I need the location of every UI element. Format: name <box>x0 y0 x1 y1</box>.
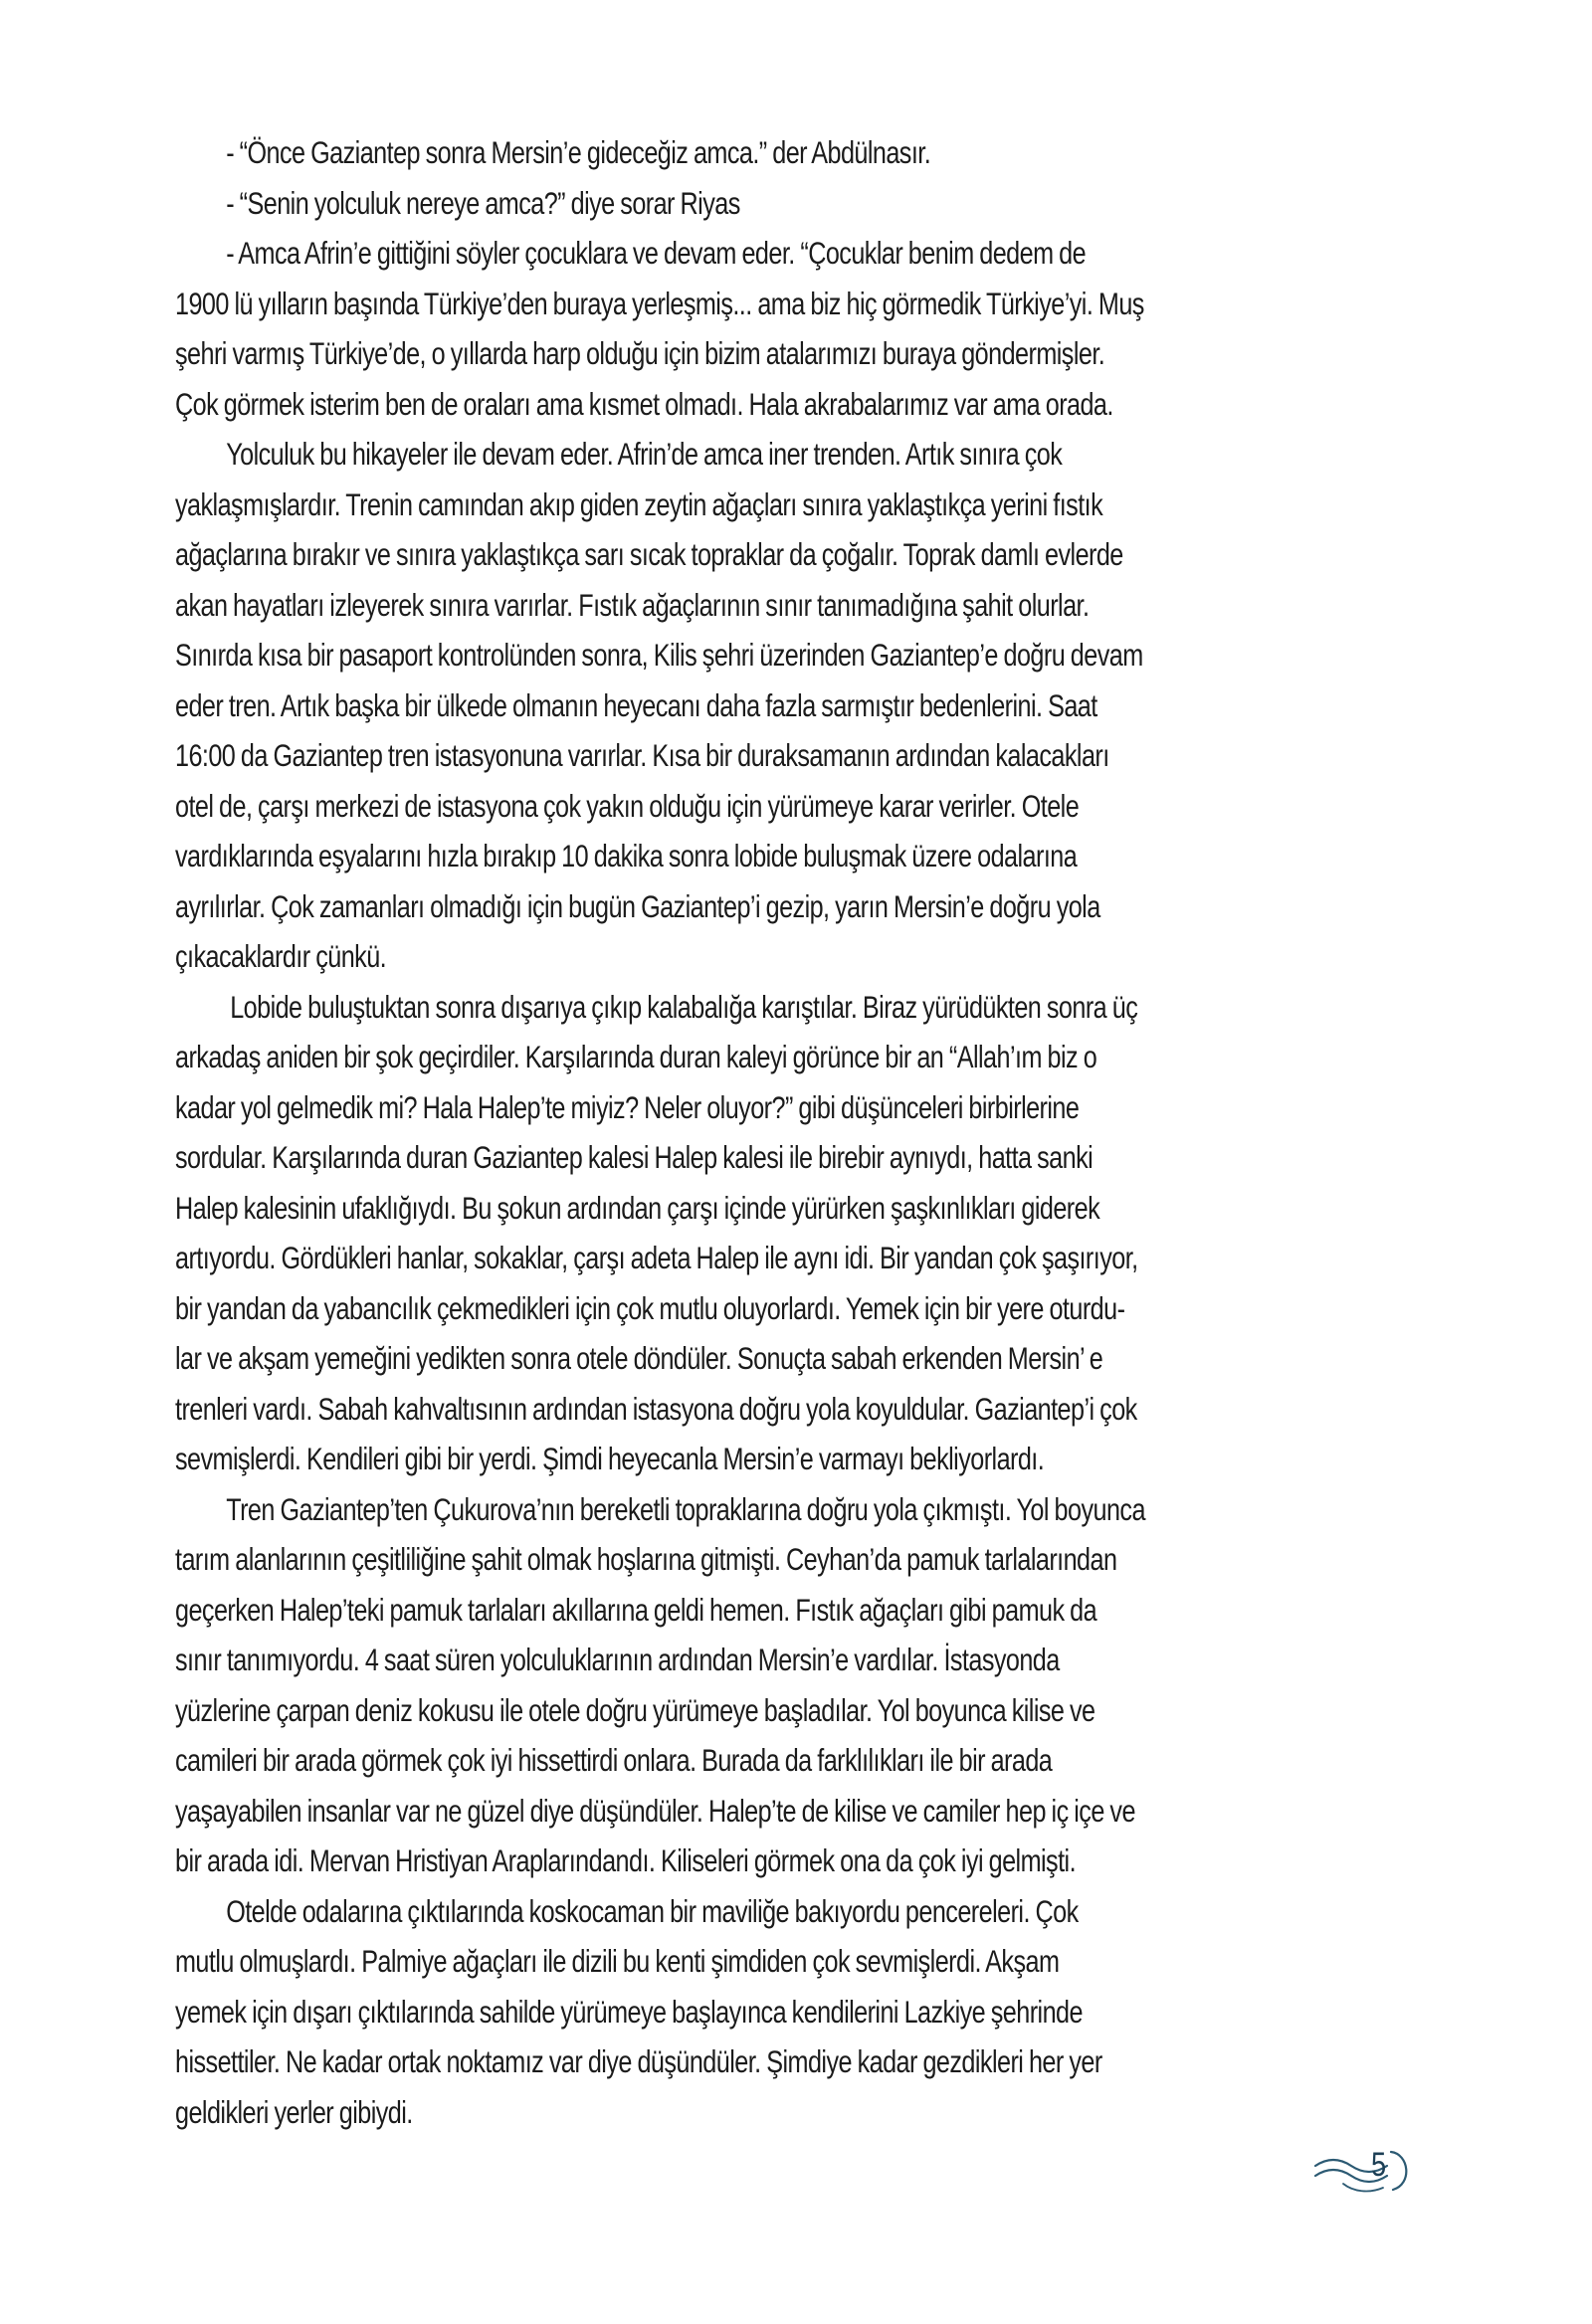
text-line: Tren Gaziantep’ten Çukurova’nın bereketli topraklarına doğru yola çıkmıştı. Yol boyunca <box>226 1490 1145 1527</box>
text-line: geldikleri yerler gibiydi. <box>175 2093 413 2130</box>
text-line: sınır tanımıyordu. 4 saat süren yolculuklarının ardından Mersin’e vardılar. İstasyonda <box>175 1642 1060 1677</box>
text-line: sordular. Karşılarında duran Gaziantep kalesi Halep kalesi ile birebir aynıydı, hatta sanki <box>175 1139 1094 1175</box>
text-line: yemek için dışarı çıktılarında sahilde yürümeye başlayınca kendilerini Lazkiye şehrinde <box>175 1993 1083 2030</box>
text-line: tarım alanlarının çeşitliliğine şahit olmak hoşlarına gitmişti. Ceyhan’da pamuk tarlalarından <box>175 1541 1117 1577</box>
text-line: yaklaşmışlardır. Trenin camından akıp giden zeytin ağaçları sınıra yaklaştıkça yerini fıstık <box>175 485 1103 522</box>
text-line: sevmişlerdi. Kendileri gibi bir yerdi. Şimdi heyecanla Mersin’e varmayı bekliyorlardı. <box>175 1441 1045 1476</box>
text-line: otel de, çarşı merkezi de istasyona çok yakın olduğu için yürümeye karar verirler. Otele <box>175 787 1080 824</box>
text-line: bir arada idi. Mervan Hristiyan Araplarındandı. Kiliseleri görmek ona da çok iyi gelmişti. <box>175 1842 1077 1878</box>
text-line: Yolculuk bu hikayeler ile devam eder. Afrin’de amca iner trenden. Artık sınıra çok <box>226 436 1063 472</box>
text-line: - “Senin yolculuk nereye amca?” diye sorar Riyas <box>226 184 740 221</box>
text-line: Halep kalesinin ufaklığıydı. Bu şokun ardından çarşı içinde yürürken şaşkınlıkları giderek <box>175 1189 1100 1226</box>
text-line: 16:00 da Gaziantep tren istasyonuna varırlar. Kısa bir duraksamanın ardından kalacakları <box>175 737 1109 773</box>
text-line: yaşayabilen insanlar var ne güzel diye düşündüler. Halep’te de kilise ve camiler hep iç içe ve <box>175 1792 1135 1829</box>
text-line: - Amca Afrin’e gittiğini söyler çocuklara ve devam eder. “Çocuklar benim dedem de <box>226 235 1087 271</box>
text-line: çıkacaklardır çünkü. <box>175 938 387 974</box>
page-footer <box>1313 2144 1433 2204</box>
text-line: ağaçlarına bırakır ve sınıra yaklaştıkça sarı sıcak topraklar da çoğalır. Toprak damlı evlerde <box>175 536 1123 572</box>
text-line: şehri varmış Türkiye’de, o yıllarda harp olduğu için bizim atalarımızı buraya göndermişler. <box>175 335 1105 371</box>
text-line: Lobide buluştuktan sonra dışarıya çıkıp kalabalığa karıştılar. Biraz yürüdükten sonra üç <box>230 988 1138 1025</box>
text-line: eder tren. Artık başka bir ülkede olmanın heyecanı daha fazla sarmıştır bedenlerini. Saat <box>175 686 1097 723</box>
body-text <box>175 127 1424 2137</box>
text-line: mutlu olmuşlardı. Palmiye ağaçları ile dizili bu kenti şimdiden çok sevmişlerdi. Akşam <box>175 1943 1060 1979</box>
text-line: 1900 lü yılların başında Türkiye’den buraya yerleşmiş... ama biz hiç görmedik Türkiye’yi. Muş <box>175 285 1144 321</box>
page-number: 5 <box>1371 2146 1387 2184</box>
text-line: arkadaş aniden bir şok geçirdiler. Karşılarında duran kaleyi görünce bir an “Allah’ım biz o <box>175 1039 1097 1074</box>
text-line: vardıklarında eşyalarını hızla bırakıp 10 dakika sonra lobide buluşmak üzere odalarına <box>175 838 1078 873</box>
text-line: lar ve akşam yemeğini yedikten sonra otele döndüler. Sonuçta sabah erkenden Mersin’ e <box>175 1340 1103 1376</box>
text-line: trenleri vardı. Sabah kahvaltısının ardından istasyona doğru yola koyuldular. Gaziantep’i çok <box>175 1390 1137 1427</box>
text-line: Çok görmek isterim ben de oraları ama kısmet olmadı. Hala akrabalarımız var ama orada. <box>175 385 1113 422</box>
text-line: yüzlerine çarpan deniz kokusu ile otele doğru yürümeye başladılar. Yol boyunca kilise ve <box>175 1691 1095 1728</box>
text-line: akan hayatları izleyerek sınıra varırlar. Fıstık ağaçlarının sınır tanımadığına şahit olurlar. <box>175 586 1090 623</box>
text-line: artıyordu. Gördükleri hanlar, sokaklar, çarşı adeta Halep ile aynı idi. Bir yandan çok şaşırıyor, <box>175 1240 1138 1275</box>
text-line: Sınırda kısa bir pasaport kontrolünden sonra, Kilis şehri üzerinden Gaziantep’e doğru devam <box>175 637 1143 673</box>
text-line: hissettiler. Ne kadar ortak noktamız var diye düşündüler. Şimdiye kadar gezdikleri her yer <box>175 2043 1102 2079</box>
text-line: geçerken Halep’teki pamuk tarlaları akıllarına geldi hemen. Fıstık ağaçları gibi pamuk da <box>175 1591 1097 1628</box>
text-line: ayrılırlar. Çok zamanları olmadığı için bugün Gaziantep’i gezip, yarın Mersin’e doğru yola <box>175 887 1100 924</box>
text-line: - “Önce Gaziantep sonra Mersin’e gideceğiz amca.” der Abdülnasır. <box>226 134 931 170</box>
text-line: Otelde odalarına çıktılarında koskocaman bir maviliğe bakıyordu pencereleri. Çok <box>226 1892 1079 1929</box>
text-line: kadar yol gelmedik mi? Hala Halep’te miyiz? Neler oluyor?” gibi düşünceleri birbirlerine <box>175 1088 1080 1125</box>
text-line: bir yandan da yabancılık çekmedikleri için çok mutlu oluyorlardı. Yemek için bir yere oturdu- <box>175 1289 1125 1326</box>
text-line: camileri bir arada görmek çok iyi hissettirdi onlara. Burada da farklılıkları ile bir arada <box>175 1742 1053 1778</box>
